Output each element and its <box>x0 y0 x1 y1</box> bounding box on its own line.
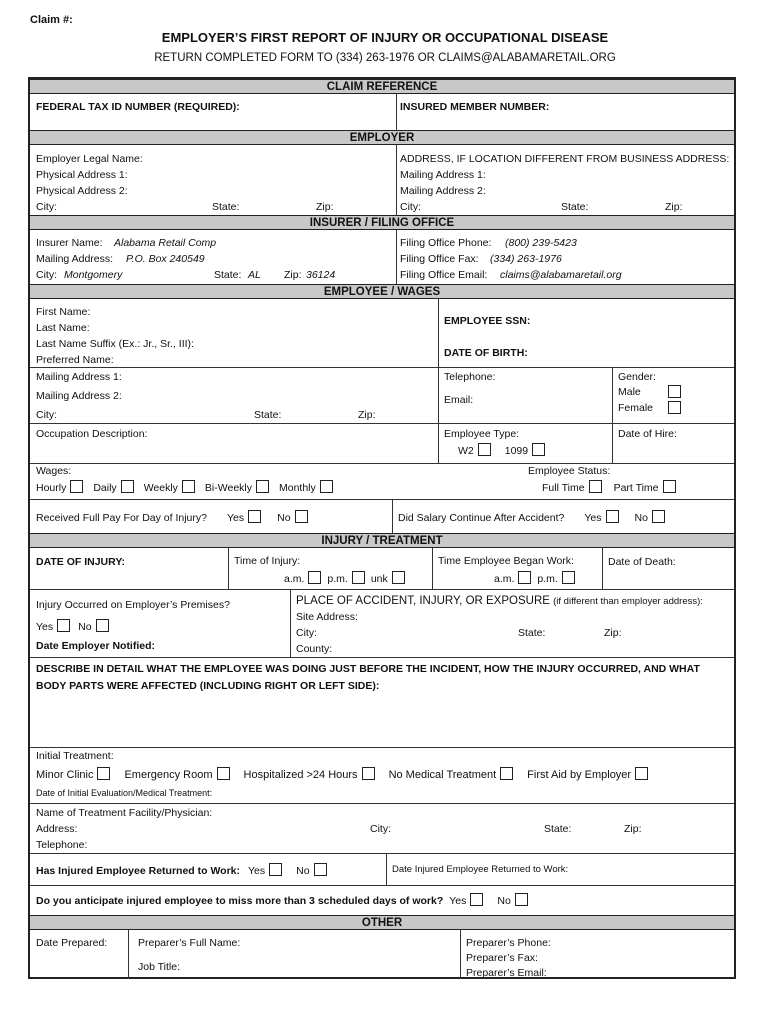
full-pay-yes-checkbox[interactable] <box>248 510 261 523</box>
emp-state-field[interactable]: State: <box>254 409 282 421</box>
site-county-field[interactable]: County: <box>296 643 333 655</box>
preferred-name-field[interactable]: Preferred Name: <box>36 354 114 366</box>
weekly-checkbox[interactable] <box>182 480 195 493</box>
full-pay-no-checkbox[interactable] <box>295 510 308 523</box>
date-of-injury-field[interactable]: DATE OF INJURY: <box>36 556 126 568</box>
w2-label: W2 <box>458 445 474 457</box>
filing-email-label: Filing Office Email: <box>400 269 488 281</box>
full-pay-yes-label: Yes <box>226 512 245 524</box>
facility-city-field[interactable]: City: <box>370 823 391 835</box>
returned-no-checkbox[interactable] <box>314 863 327 876</box>
dob-field[interactable]: DATE OF BIRTH: <box>444 347 528 359</box>
began-am-checkbox[interactable] <box>518 571 531 584</box>
section-claim-reference: CLAIM REFERENCE <box>30 79 734 94</box>
full-pay-question: Received Full Pay For Day of Injury? <box>36 512 207 524</box>
preparer-fax-field[interactable]: Preparer’s Fax: <box>466 952 538 964</box>
section-insurer: INSURER / FILING OFFICE <box>30 215 734 230</box>
emp-mailing1-field[interactable]: Mailing Address 1: <box>36 371 122 383</box>
premises-no-checkbox[interactable] <box>96 619 109 632</box>
initial-treatment-label: Initial Treatment: <box>36 750 114 762</box>
site-address-field[interactable]: Site Address: <box>296 611 358 623</box>
returned-yes-label: Yes <box>248 865 266 877</box>
parttime-checkbox[interactable] <box>663 480 676 493</box>
parttime-label: Part Time <box>613 482 659 494</box>
alt-zip-field[interactable]: Zip: <box>665 201 683 213</box>
suffix-field[interactable]: Last Name Suffix (Ex.: Jr., Sr., III): <box>36 338 194 350</box>
insurer-name-value: Alabama Retail Comp <box>114 237 217 249</box>
time-of-injury-label: Time of Injury: <box>234 555 301 567</box>
alt-address-label: ADDRESS, IF LOCATION DIFFERENT FROM BUSINESS ADDRESS: <box>400 153 730 165</box>
monthly-checkbox[interactable] <box>320 480 333 493</box>
claim-number-label: Claim #: <box>30 14 73 26</box>
preparer-email-field[interactable]: Preparer’s Email: <box>466 967 547 979</box>
began-work-label: Time Employee Began Work: <box>438 555 574 567</box>
anticipate-yes-checkbox[interactable] <box>470 893 483 906</box>
insurer-city-label: City: <box>36 269 57 281</box>
employer-address1-field[interactable]: Physical Address 1: <box>36 169 128 181</box>
injury-am-label: a.m. <box>284 573 305 585</box>
injury-pm-checkbox[interactable] <box>352 571 365 584</box>
section-other: OTHER <box>30 915 734 930</box>
1099-checkbox[interactable] <box>532 443 545 456</box>
return-date-field[interactable]: Date Injured Employee Returned to Work: <box>392 864 569 875</box>
preparer-name-field[interactable]: Preparer’s Full Name: <box>138 937 241 949</box>
injury-am-checkbox[interactable] <box>308 571 321 584</box>
fulltime-label: Full Time <box>542 482 585 494</box>
insurer-city-value: Montgomery <box>64 269 123 281</box>
form-subtitle: RETURN COMPLETED FORM TO (334) 263-1976 OR CLAIMS@ALABAMARETAIL.ORG <box>154 52 616 64</box>
employer-legal-name-field[interactable]: Employer Legal Name: <box>36 153 143 165</box>
describe-prompt-line1: DESCRIBE IN DETAIL WHAT THE EMPLOYEE WAS DOING JUST BEFORE THE INCIDENT, HOW THE INJURY OCCURRED, AND WHAT <box>36 663 700 675</box>
site-zip-field[interactable]: Zip: <box>604 627 622 639</box>
first-aid-label: First Aid by Employer <box>527 769 632 781</box>
anticipate-question: Do you anticipate injured employee to miss more than 3 scheduled days of work? <box>36 895 444 907</box>
salary-no-label: No <box>634 512 648 524</box>
filing-fax-label: Filing Office Fax: <box>400 253 479 265</box>
place-of-accident-label: PLACE OF ACCIDENT, INJURY, OR EXPOSURE <box>296 595 550 607</box>
1099-label: 1099 <box>504 445 529 457</box>
w2-checkbox[interactable] <box>478 443 491 456</box>
minor-clinic-label: Minor Clinic <box>36 769 94 781</box>
section-injury: INJURY / TREATMENT <box>30 533 734 548</box>
employer-zip-field[interactable]: Zip: <box>316 201 334 213</box>
insurer-mailing-value: P.O. Box 240549 <box>126 253 205 265</box>
emp-mailing2-field[interactable]: Mailing Address 2: <box>36 390 122 402</box>
describe-textarea[interactable] <box>36 697 726 745</box>
insured-member-field[interactable]: INSURED MEMBER NUMBER: <box>400 101 550 113</box>
no-medical-checkbox[interactable] <box>500 767 513 780</box>
monthly-label: Monthly <box>279 482 316 494</box>
emergency-room-label: Emergency Room <box>124 769 213 781</box>
fulltime-checkbox[interactable] <box>589 480 602 493</box>
returned-no-label: No <box>296 865 310 877</box>
preparer-phone-field[interactable]: Preparer’s Phone: <box>466 937 551 949</box>
form-title: EMPLOYER’S FIRST REPORT OF INJURY OR OCCUPATIONAL DISEASE <box>161 30 609 45</box>
premises-yes-checkbox[interactable] <box>57 619 70 632</box>
salary-continue-question: Did Salary Continue After Accident? <box>398 512 565 524</box>
emergency-room-checkbox[interactable] <box>217 767 230 780</box>
facility-zip-field[interactable]: Zip: <box>624 823 642 835</box>
facility-address-field[interactable]: Address: <box>36 823 78 835</box>
injury-pm-label: p.m. <box>327 573 348 585</box>
hospitalized-label: Hospitalized >24 Hours <box>243 769 358 781</box>
salary-yes-label: Yes <box>584 512 602 524</box>
wages-label: Wages: <box>36 465 72 477</box>
employee-type-label: Employee Type: <box>444 428 520 440</box>
injury-unk-label: unk <box>370 573 388 585</box>
telephone-field[interactable]: Telephone: <box>444 371 496 383</box>
email-field[interactable]: Email: <box>444 394 474 406</box>
preparer-job-title-field[interactable]: Job Title: <box>138 961 181 973</box>
began-pm-checkbox[interactable] <box>562 571 575 584</box>
place-note: (if different than employer address): <box>553 596 703 607</box>
premises-yes-label: Yes <box>36 621 54 633</box>
first-aid-checkbox[interactable] <box>635 767 648 780</box>
full-pay-no-label: No <box>277 512 291 524</box>
gender-label: Gender: <box>618 371 656 383</box>
section-employer: EMPLOYER <box>30 130 734 145</box>
minor-clinic-checkbox[interactable] <box>97 767 110 780</box>
no-medical-label: No Medical Treatment <box>388 769 497 781</box>
filing-phone-value: (800) 239-5423 <box>505 237 577 249</box>
insurer-state-label: State: <box>214 269 242 281</box>
emp-city-field[interactable]: City: <box>36 409 57 421</box>
date-prepared-field[interactable]: Date Prepared: <box>36 937 108 949</box>
anticipate-yes-label: Yes <box>449 895 467 907</box>
date-of-death-field[interactable]: Date of Death: <box>608 556 676 568</box>
federal-tax-id-field[interactable]: FEDERAL TAX ID NUMBER (REQUIRED): <box>36 101 240 113</box>
employee-status-label: Employee Status: <box>528 465 611 477</box>
date-notified-field[interactable]: Date Employer Notified: <box>36 640 156 652</box>
began-pm-label: p.m. <box>537 573 558 585</box>
initial-eval-date-field[interactable]: Date of Initial Evaluation/Medical Treatment: <box>36 788 213 798</box>
female-label: Female <box>618 402 654 414</box>
occupation-field[interactable]: Occupation Description: <box>36 428 148 440</box>
biweekly-label: Bi-Weekly <box>204 482 252 494</box>
last-name-field[interactable]: Last Name: <box>36 322 90 334</box>
premises-no-label: No <box>78 621 92 633</box>
section-employee: EMPLOYEE / WAGES <box>30 284 734 299</box>
male-checkbox[interactable] <box>668 385 681 398</box>
injury-report-form <box>28 77 736 979</box>
returned-yes-checkbox[interactable] <box>269 863 282 876</box>
anticipate-no-checkbox[interactable] <box>515 893 528 906</box>
injury-unk-checkbox[interactable] <box>392 571 405 584</box>
ssn-field[interactable]: EMPLOYEE SSN: <box>444 315 531 327</box>
site-state-field[interactable]: State: <box>518 627 546 639</box>
employer-city-field[interactable]: City: <box>36 201 57 213</box>
weekly-label: Weekly <box>143 482 178 494</box>
returned-question: Has Injured Employee Returned to Work: <box>36 865 241 877</box>
alt-city-field[interactable]: City: <box>400 201 421 213</box>
biweekly-checkbox[interactable] <box>256 480 269 493</box>
site-city-field[interactable]: City: <box>296 627 317 639</box>
facility-name-field[interactable]: Name of Treatment Facility/Physician: <box>36 807 213 819</box>
alt-mailing1-field[interactable]: Mailing Address 1: <box>400 169 486 181</box>
filing-email-value: claims@alabamaretail.org <box>500 269 622 281</box>
salary-yes-checkbox[interactable] <box>606 510 619 523</box>
filing-fax-value: (334) 263-1976 <box>490 253 562 265</box>
alt-state-field[interactable]: State: <box>561 201 589 213</box>
insurer-state-value: AL <box>248 269 261 281</box>
hourly-checkbox[interactable] <box>70 480 83 493</box>
insurer-zip-label: Zip: <box>284 269 302 281</box>
insurer-zip-value: 36124 <box>306 269 336 281</box>
emp-zip-field[interactable]: Zip: <box>358 409 376 421</box>
alt-mailing2-field[interactable]: Mailing Address 2: <box>400 185 486 197</box>
facility-state-field[interactable]: State: <box>544 823 572 835</box>
hospitalized-checkbox[interactable] <box>362 767 375 780</box>
employer-address2-field[interactable]: Physical Address 2: <box>36 185 128 197</box>
began-am-label: a.m. <box>494 573 515 585</box>
premises-question: Injury Occurred on Employer’s Premises? <box>36 599 230 611</box>
daily-label: Daily <box>93 482 117 494</box>
insurer-name-label: Insurer Name: <box>36 237 103 249</box>
anticipate-no-label: No <box>497 895 511 907</box>
male-label: Male <box>618 386 641 398</box>
first-name-field[interactable]: First Name: <box>36 306 91 318</box>
facility-telephone-field[interactable]: Telephone: <box>36 839 88 851</box>
salary-no-checkbox[interactable] <box>652 510 665 523</box>
hourly-label: Hourly <box>36 482 67 494</box>
female-checkbox[interactable] <box>668 401 681 414</box>
describe-prompt-line2: BODY PARTS WERE AFFECTED (INCLUDING RIGHT OR LEFT SIDE): <box>36 680 380 692</box>
insurer-mailing-label: Mailing Address: <box>36 253 114 265</box>
filing-phone-label: Filing Office Phone: <box>400 237 492 249</box>
hire-date-field[interactable]: Date of Hire: <box>618 428 677 440</box>
daily-checkbox[interactable] <box>121 480 134 493</box>
employer-state-field[interactable]: State: <box>212 201 240 213</box>
